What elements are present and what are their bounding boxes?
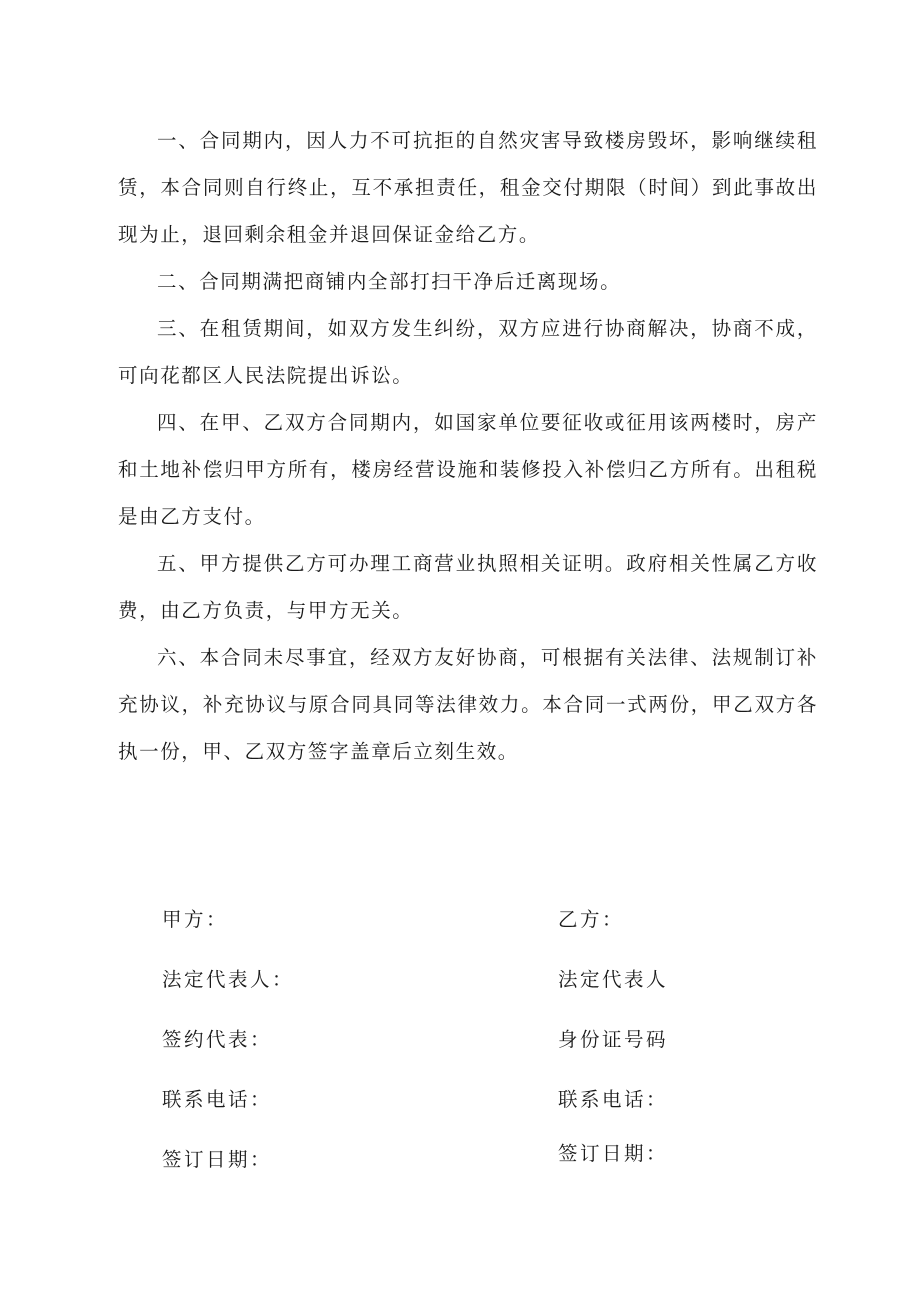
- party-a-legal-rep-label: 法定代表人：: [162, 968, 295, 991]
- party-a-date-label: 签订日期：: [162, 1148, 273, 1171]
- party-b-signature-block: [558, 895, 858, 1189]
- clause-5: 五、甲方提供乙方可办理工商营业执照相关证明。政府相关性属乙方收费，由乙方负责，与甲方无关。: [118, 552, 818, 622]
- party-a-signing-rep-label: 签约代表：: [162, 1028, 273, 1051]
- clause-6: 六、本合同未尽事宜，经双方友好协商，可根据有关法律、法规制订补充协议，补充协议与原合同具同等法律效力。本合同一式两份，甲乙双方各执一份，甲、乙双方签字盖章后立刻生效。: [118, 646, 818, 763]
- clause-2: 二、合同期满把商铺内全部打扫干净后迁离现场。: [157, 270, 622, 293]
- party-b-phone-label: 联系电话：: [558, 1088, 669, 1111]
- party-b-label: 乙方：: [558, 908, 625, 931]
- clause-4: 四、在甲、乙双方合同期内，如国家单位要征收或征用该两楼时，房产和土地补偿归甲方所有，楼房经营设施和装修投入补偿归乙方所有。出租税是由乙方支付。: [118, 411, 818, 528]
- party-b-id-number-label: 身份证号码: [558, 1028, 669, 1051]
- party-b-legal-rep-label: 法定代表人: [558, 968, 669, 991]
- party-b-date-label: 签订日期：: [558, 1142, 669, 1165]
- party-a-signature-block: [162, 895, 462, 1195]
- party-a-phone-label: 联系电话：: [162, 1088, 273, 1111]
- clause-1: 一、合同期内，因人力不可抗拒的自然灾害导致楼房毁坏，影响继续租赁，本合同则自行终止，互不承担责任，租金交付期限（时间）到此事故出现为止，退回剩余租金并退回保证金给乙方。: [118, 129, 818, 246]
- clause-3: 三、在租赁期间，如双方发生纠纷，双方应进行协商解决，协商不成，可向花都区人民法院提出诉讼。: [118, 317, 818, 387]
- contract-clauses: [118, 117, 818, 775]
- party-a-label: 甲方：: [162, 908, 229, 931]
